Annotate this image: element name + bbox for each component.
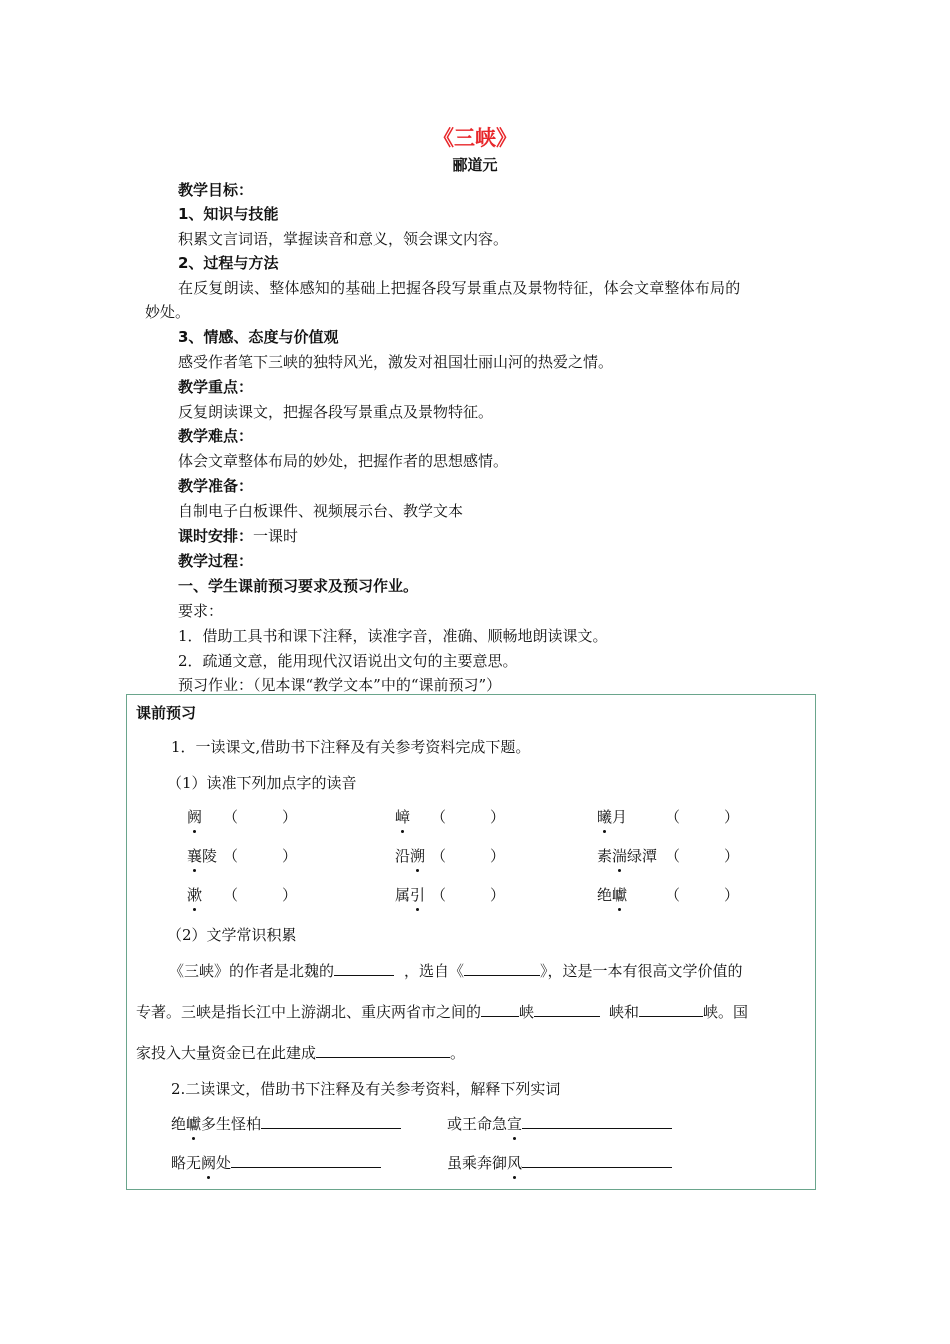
goals-heading: 教学目标： xyxy=(178,181,254,199)
pron-blank[interactable]: （ ） xyxy=(665,847,740,865)
dam-blank[interactable] xyxy=(316,1043,450,1058)
schedule-line xyxy=(178,526,298,546)
page-title: 《三峡》 xyxy=(433,126,517,150)
goal3-heading: 3、情感、态度与价值观 xyxy=(178,328,339,346)
pron-blank[interactable]: （ ） xyxy=(665,808,740,826)
difficulty-text: 体会文章整体布局的妙处，把握作者的思想感情。 xyxy=(178,452,509,470)
pron-blank[interactable]: （ ） xyxy=(223,886,298,904)
gorge-blank-3[interactable] xyxy=(639,1002,703,1017)
prep-text: 自制电子白板课件、视频展示台、教学文本 xyxy=(178,502,464,520)
difficulty-heading: 教学难点： xyxy=(178,427,254,445)
pron-item: 绝巘 xyxy=(597,886,628,904)
goal1-heading: 1、知识与技能 xyxy=(178,205,279,223)
gorge-blank-1[interactable] xyxy=(481,1002,519,1017)
answer-blank[interactable] xyxy=(231,1153,381,1168)
requirements-label: 要求： xyxy=(178,602,224,620)
word-item-2: 或王命急宣 xyxy=(447,1114,672,1134)
answer-blank[interactable] xyxy=(522,1153,672,1168)
pron-item: 素湍绿潭 xyxy=(597,847,658,865)
pron-blank[interactable]: （ ） xyxy=(431,847,506,865)
pron-blank[interactable]: （ ） xyxy=(431,886,506,904)
question-1: 1．一读课文,借助书下注释及有关参考资料完成下题。 xyxy=(171,738,531,756)
schedule-text: 一课时 xyxy=(253,527,299,545)
question-2: 2.二读课文，借助书下注释及有关参考资料，解释下列实词 xyxy=(171,1080,561,1098)
goal1-text: 积累文言词语，掌握读音和意义，领会课文内容。 xyxy=(178,230,509,248)
literature-line-1: 《三峡》的作者是北魏的 ，选自《 》，这是一本有很高文学价值的 xyxy=(169,962,743,980)
goal2-text: 在反复朗读、整体感知的基础上把握各段写景重点及景物特征，体会文章整体布局的 xyxy=(178,279,741,297)
goal2-text-cont: 妙处。 xyxy=(145,303,191,321)
word-item-3: 略无阙处 xyxy=(171,1153,381,1173)
step1-heading: 一、学生课前预习要求及预习作业。 xyxy=(178,577,419,595)
schedule-heading: 课时安排： xyxy=(178,527,254,545)
key-heading: 教学重点： xyxy=(178,378,254,396)
pron-blank[interactable]: （ ） xyxy=(223,808,298,826)
literature-line-3: 家投入大量资金已在此建成 。 xyxy=(136,1044,466,1062)
author-blank[interactable] xyxy=(334,961,394,976)
requirement-2: 2．疏通文意，能用现代汉语说出文句的主要意思。 xyxy=(178,652,518,670)
key-text: 反复朗读课文，把握各段写景重点及景物特征。 xyxy=(178,403,494,421)
word-item-4: 虽乘奔御风 xyxy=(447,1153,672,1173)
homework-line: 预习作业：（见本课“教学文本”中的“课前预习”） xyxy=(178,676,502,694)
pron-item: 襄陵 xyxy=(187,847,218,865)
source-blank[interactable] xyxy=(464,961,540,976)
process-heading: 教学过程： xyxy=(178,552,254,570)
prep-heading: 教学准备： xyxy=(178,477,254,495)
pron-item: 曦月 xyxy=(597,808,628,826)
pron-blank[interactable]: （ ） xyxy=(431,808,506,826)
literature-line-2: 专著。三峡是指长江中上游湖北、重庆两省市之间的 峡 峡和 峡。国 xyxy=(136,1003,749,1021)
preview-heading: 课前预习 xyxy=(136,704,197,722)
pron-item: 漱 xyxy=(187,886,203,904)
pron-item: 阙 xyxy=(187,808,203,826)
pron-item: 属引 xyxy=(395,886,426,904)
answer-blank[interactable] xyxy=(522,1114,672,1129)
word-item-1: 绝巘多生怪柏 xyxy=(171,1114,401,1134)
question-1-2: （2）文学常识积累 xyxy=(167,926,297,944)
author-name: 郦道元 xyxy=(452,156,498,174)
preview-box xyxy=(126,694,816,1190)
pron-item: 沿溯 xyxy=(395,847,426,865)
requirement-1: 1．借助工具书和课下注释，读准字音，准确、顺畅地朗读课文。 xyxy=(178,627,608,645)
gorge-blank-2[interactable] xyxy=(534,1002,600,1017)
pron-item: 嶂 xyxy=(395,808,411,826)
answer-blank[interactable] xyxy=(261,1114,401,1129)
pron-blank[interactable]: （ ） xyxy=(223,847,298,865)
pron-blank[interactable]: （ ） xyxy=(665,886,740,904)
question-1-1: （1）读准下列加点字的读音 xyxy=(167,774,357,792)
goal2-heading: 2、过程与方法 xyxy=(178,254,279,272)
goal3-text: 感受作者笔下三峡的独特风光，激发对祖国壮丽山河的热爱之情。 xyxy=(178,353,614,371)
